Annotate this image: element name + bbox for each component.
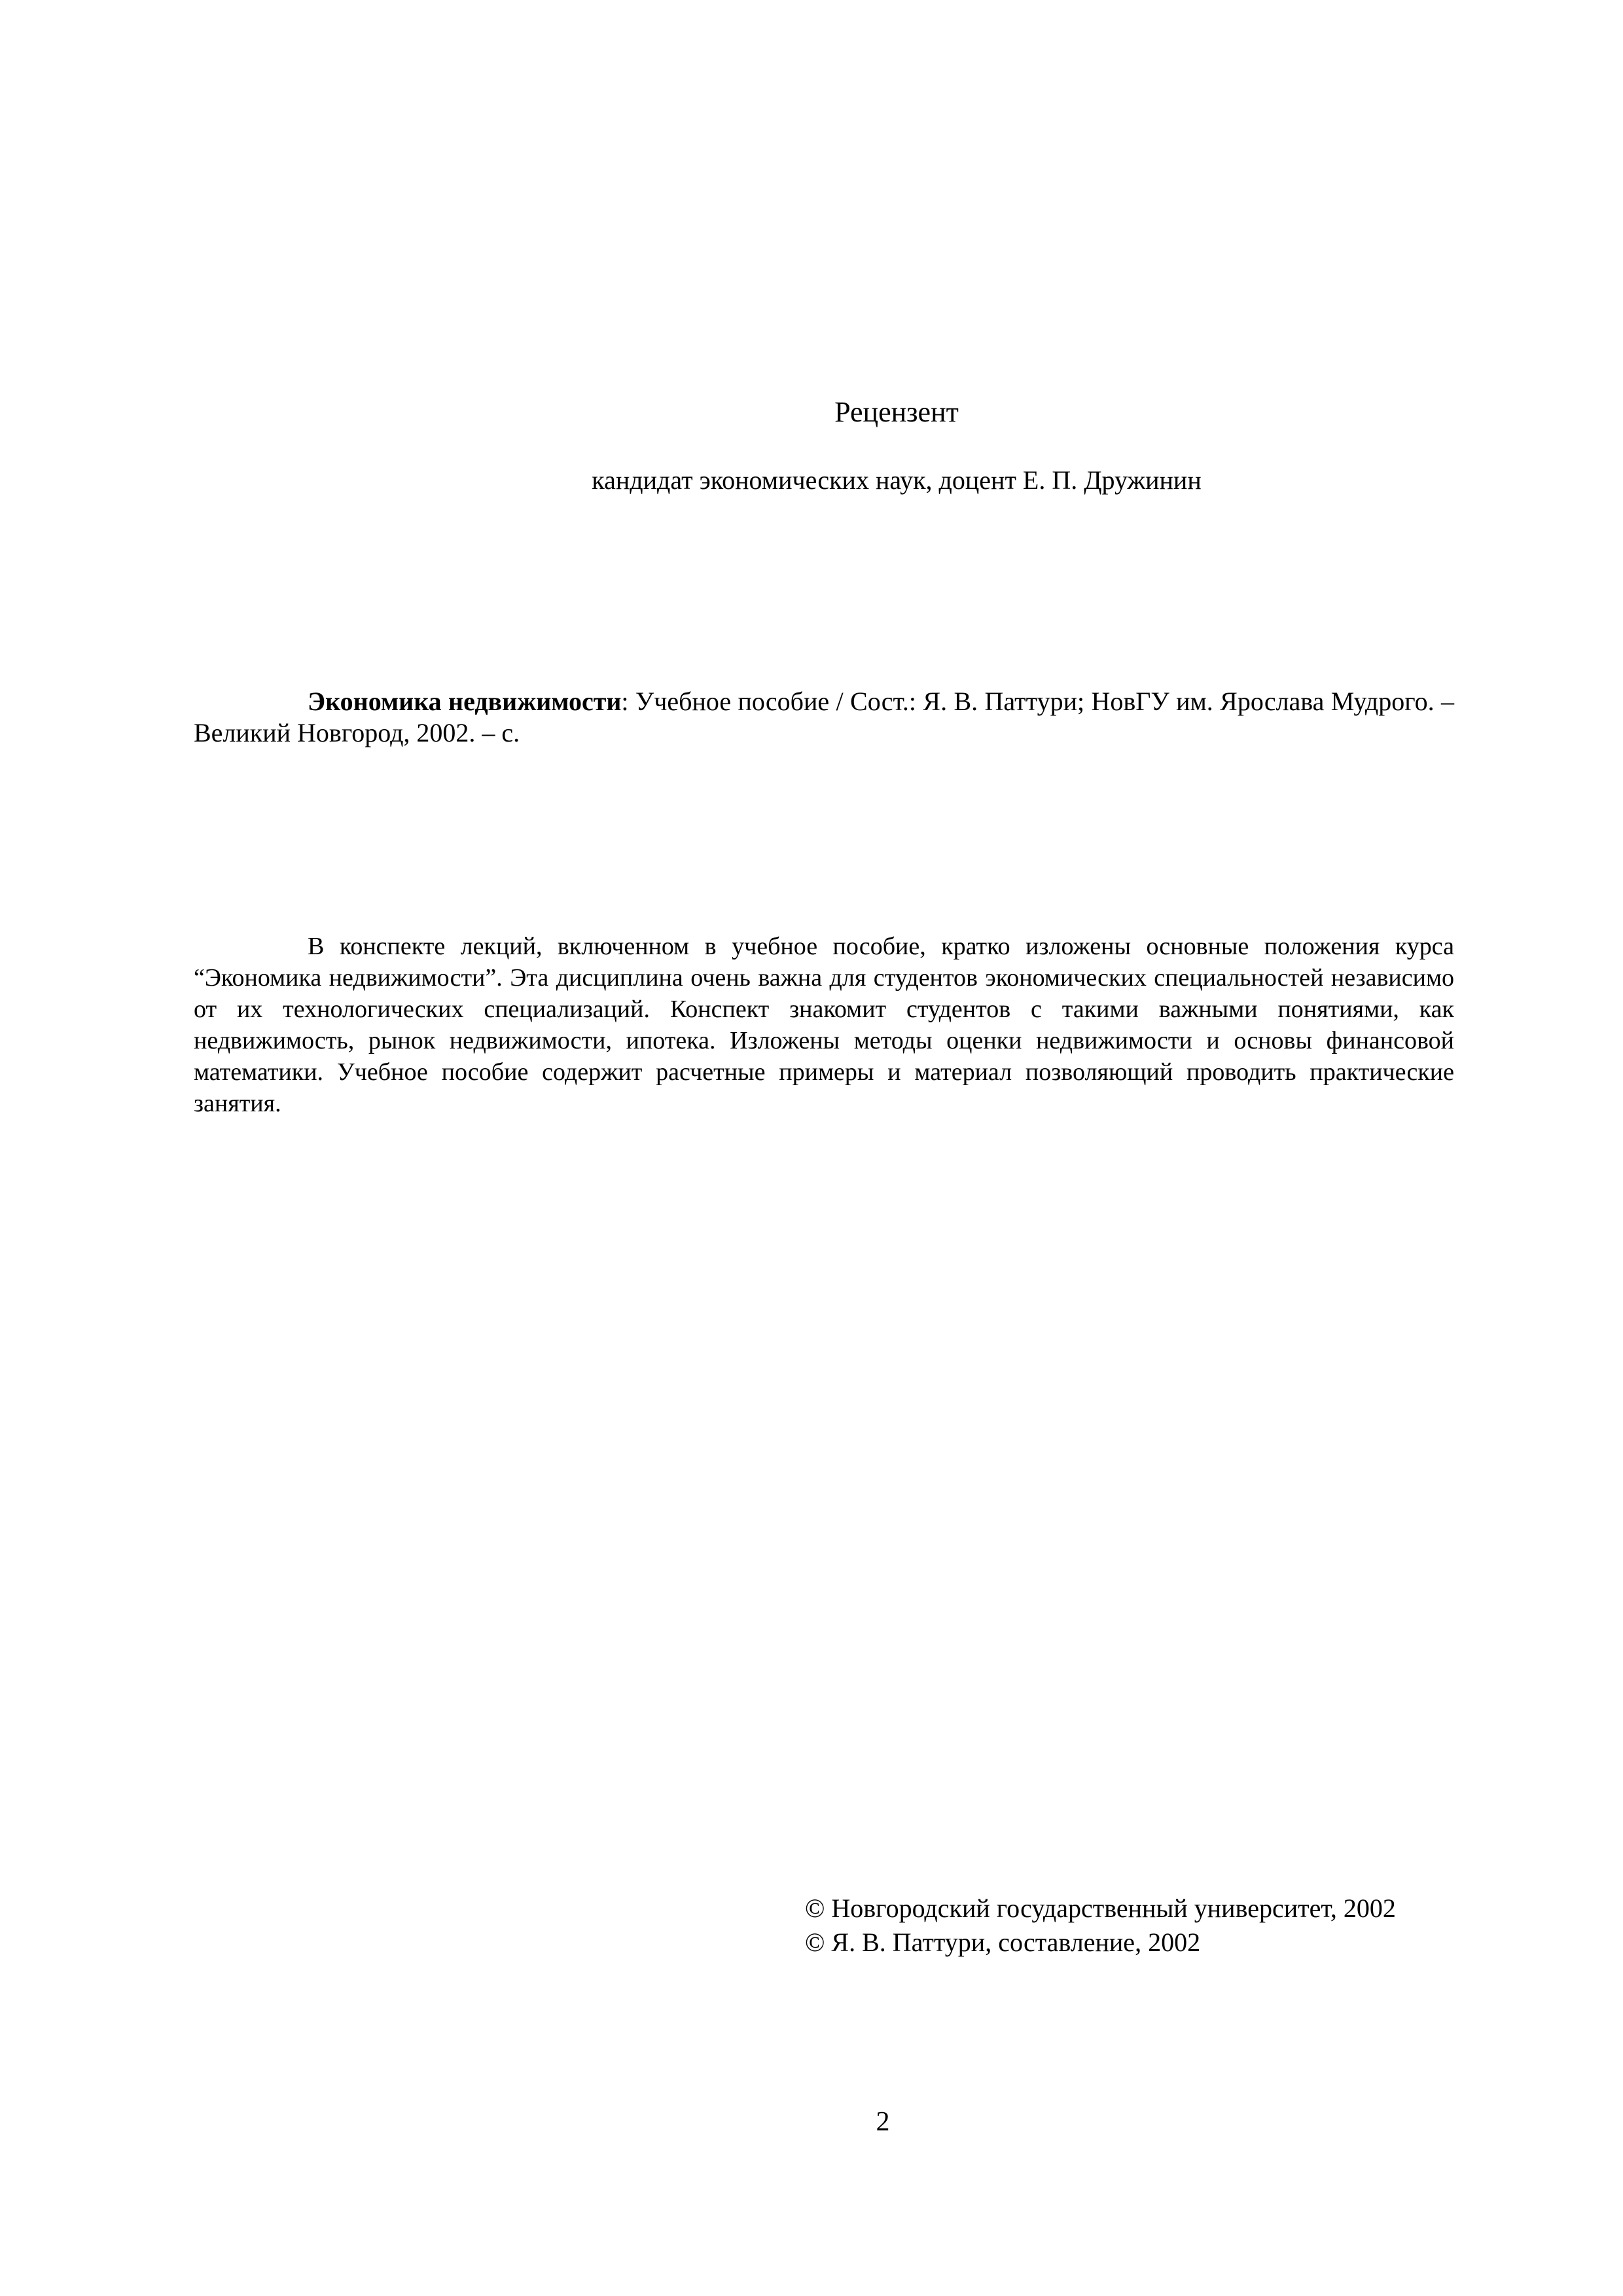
citation-title: Экономика недвижимости xyxy=(308,687,622,716)
page-number: 2 xyxy=(876,2107,890,2137)
citation-details: : Учебное пособие / Сост.: Я. В. Паттури; НовГУ им. Ярослава Мудрого. – Великий Новгород, 2002. – с. xyxy=(194,687,1454,747)
copyright-author: © Я. В. Паттури, составление, 2002 xyxy=(805,1928,1201,1957)
copyright-university: © Новгородский государственный университет, 2002 xyxy=(805,1893,1396,1923)
reviewer-name: кандидат экономических наук, доцент Е. П. Дружинин xyxy=(592,465,1202,495)
copyright-block xyxy=(805,1892,1525,1960)
reviewer-heading: Рецензент xyxy=(834,396,959,428)
abstract-paragraph: В конспекте лекций, включенном в учебное пособие, кратко изложены основные положения курса “Экономика недвижимости”. Эта дисциплина очень важна для студентов экономических специальностей независимо от их технологических специализаций. Конспект знакомит студентов с такими важными понятиями, как недвижимость, рынок недвижимости, ипотека. Изложены методы оценки недвижимости и основы финансовой математики. Учебное пособие содержит расчетные примеры и материал позволяющий проводить практические занятия. xyxy=(194,933,1454,1117)
bibliographic-citation xyxy=(194,686,1454,749)
